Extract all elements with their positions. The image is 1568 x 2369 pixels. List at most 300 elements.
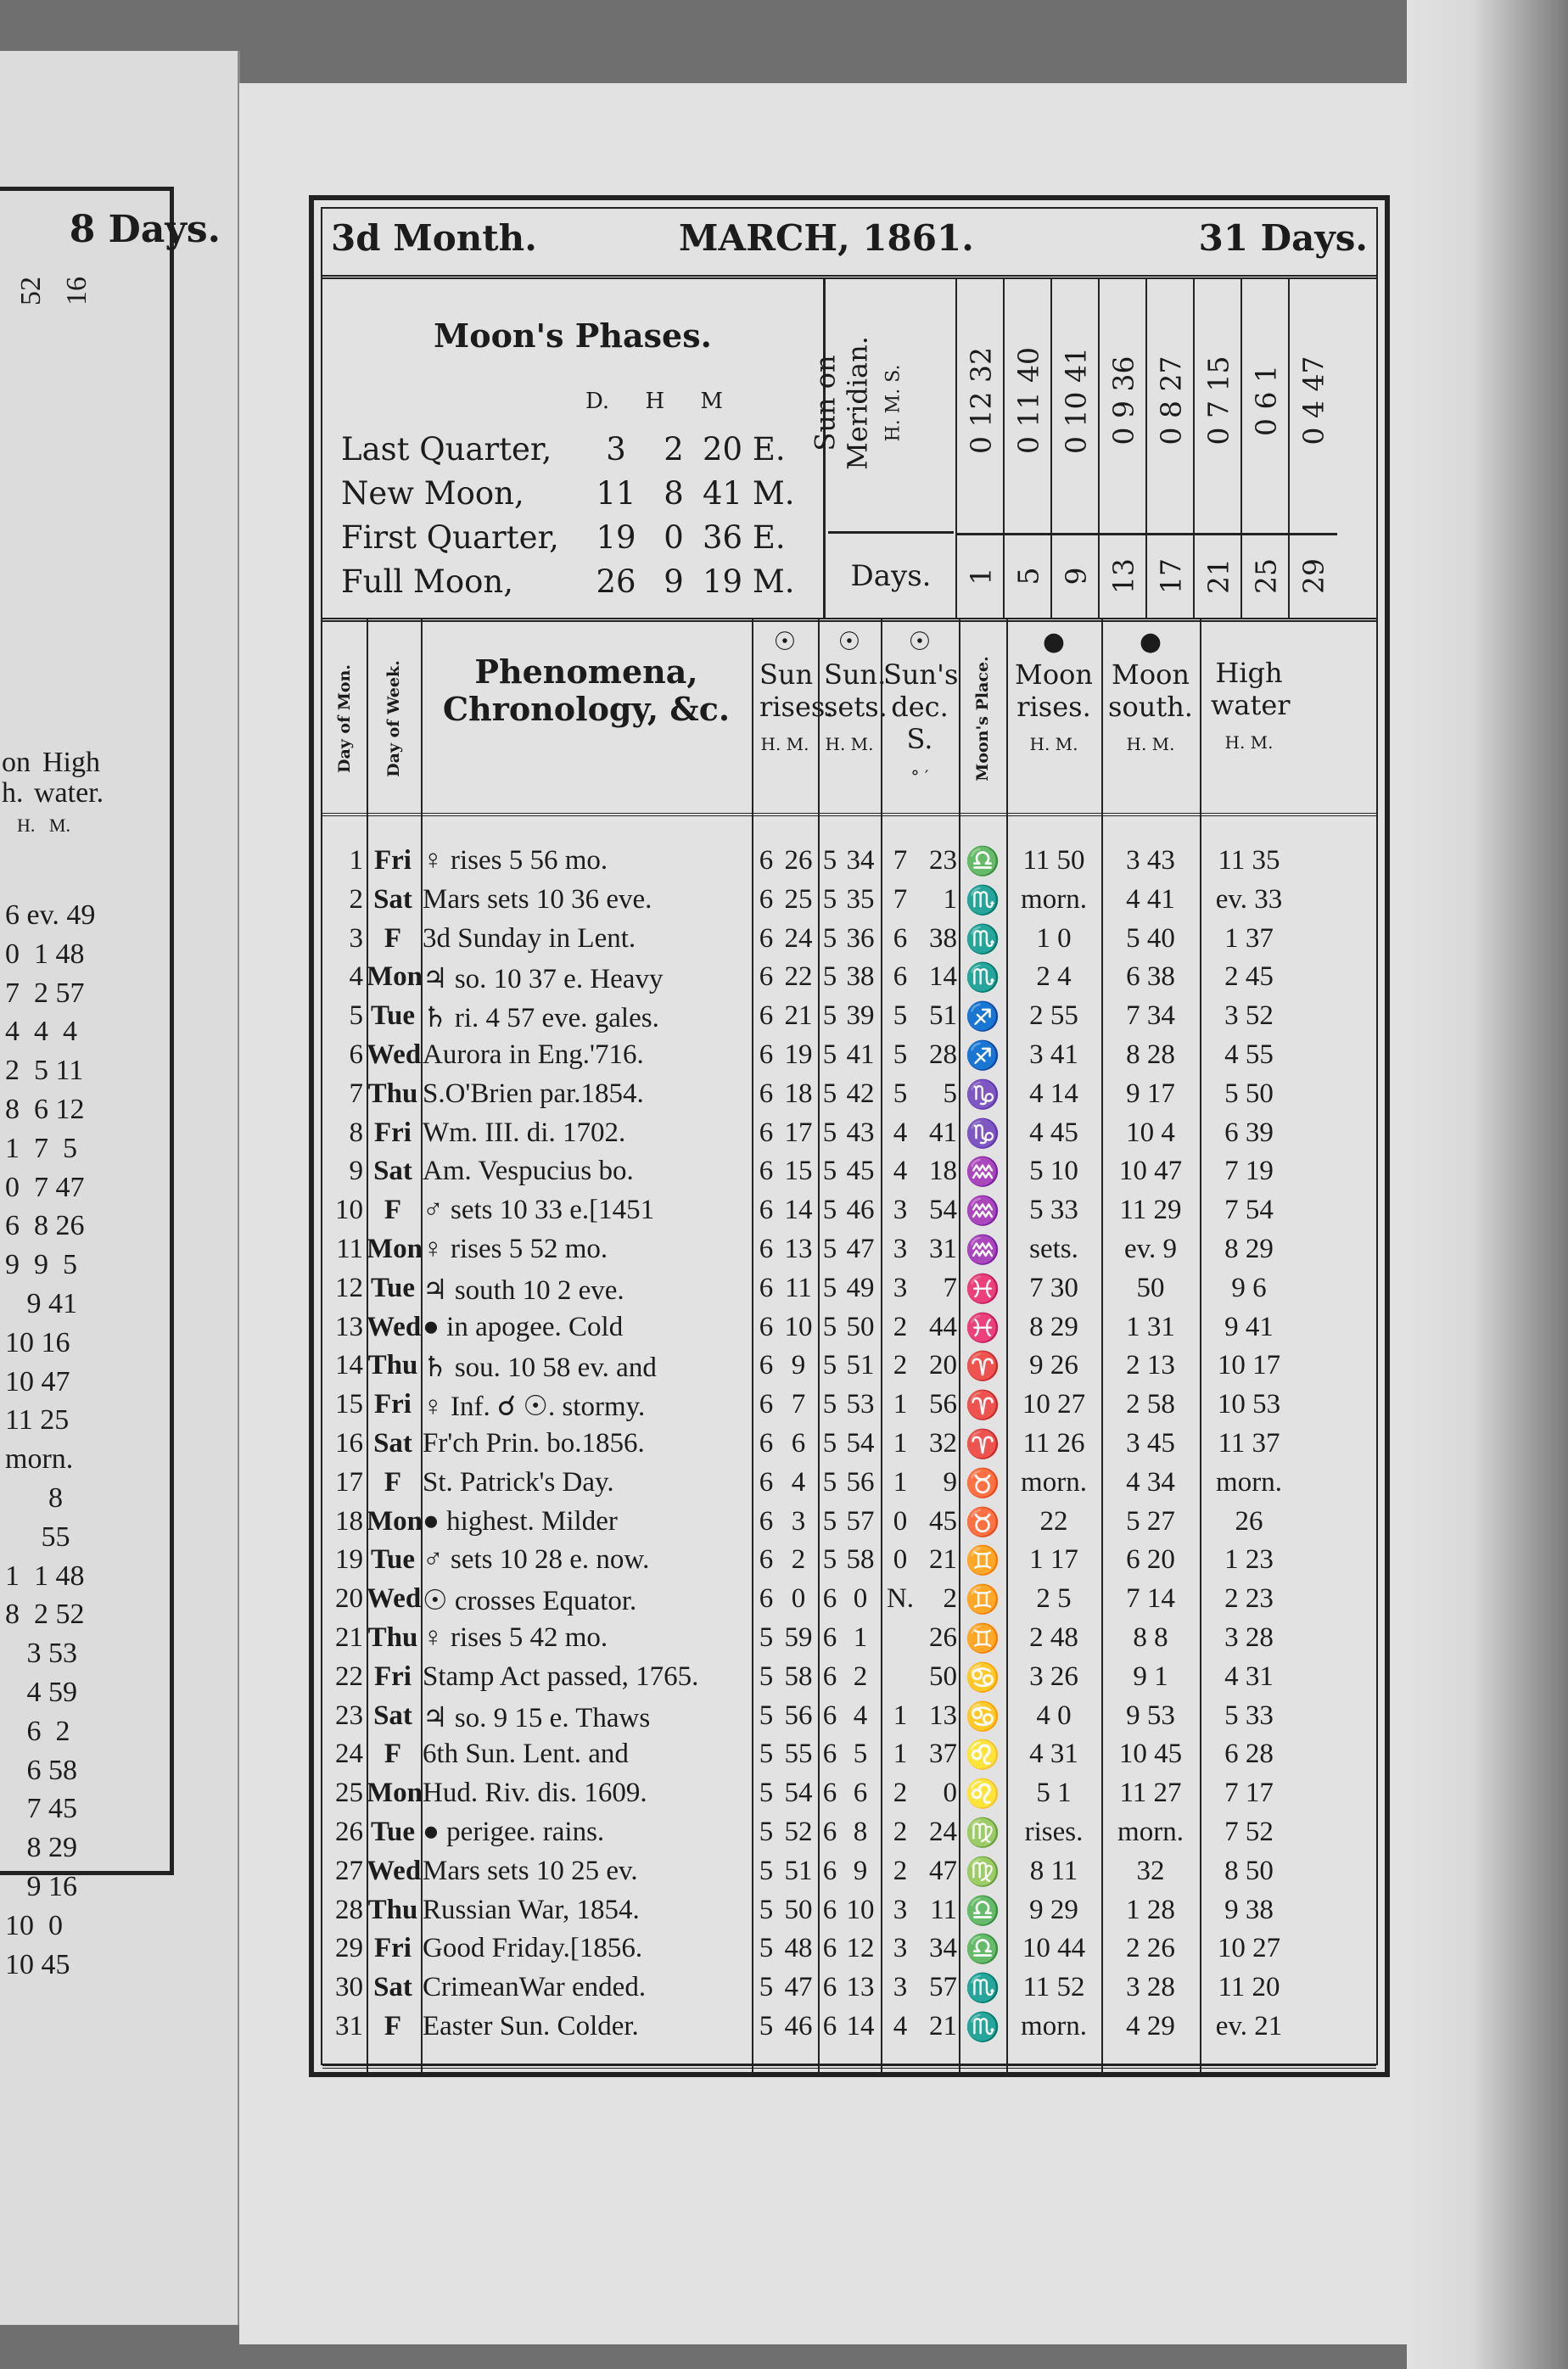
moon-rise: 5 33 [1029,1195,1078,1226]
phenomena-text: ♃ so. 10 37 e. Heavy [423,964,664,995]
meridian-day: 21 [1195,533,1242,617]
moon-place-sign: ♈ [965,1391,1000,1422]
meridian-time: 0 10 41 [1059,347,1093,454]
sun-rise-min: 47 [784,1972,813,2003]
sun-rise-hour: 5 [759,1661,774,1692]
table-row [322,1700,1376,1731]
sun-set-hour: 6 [822,1972,837,2003]
sun-dec-min: 38 [929,922,957,954]
sun-dec-deg: 2 [893,1817,908,1847]
sun-rise-hour: 6 [759,1272,774,1303]
high-water: 7 52 [1224,1817,1274,1847]
page-edge-shadow [1407,0,1568,2369]
moon-phases-panel [322,278,826,618]
sun-rise-min: 22 [784,961,813,993]
day-of-month: 12 [335,1272,363,1303]
sun-set-min: 14 [846,2011,875,2041]
sun-dec-min: 24 [929,1817,957,1847]
sun-rise-min: 54 [784,1778,813,1809]
moon-place-sign: ♑ [965,1118,1000,1150]
sun-set-hour: 5 [822,1311,837,1342]
sun-dec-deg: 1 [893,1739,908,1770]
moon-icon: ● [1139,627,1162,657]
phenomena-text: ● perigee. rains. [423,1817,605,1847]
phenomena-text: Easter Sun. Colder. [423,2011,639,2041]
sun-dec-deg: 3 [893,1933,908,1964]
phenomena-text: Fr'ch Prin. bo.1856. [423,1428,645,1459]
moon-place-sign: ♑ [965,1079,1000,1111]
moon-rise: 5 10 [1029,1156,1078,1187]
meridian-column [1193,278,1242,618]
moon-place-sign: ♉ [965,1468,1000,1499]
phenomena-text: ♀ rises 5 56 mo. [423,845,608,876]
sun-dec-min: 23 [929,845,957,876]
sun-rise-min: 9 [791,1350,806,1381]
table-row [322,1078,1376,1109]
sun-rise-hour: 5 [759,1778,774,1809]
sun-set-min: 9 [853,1855,868,1886]
sun-dec-min: 7 [943,1272,957,1303]
sun-rise-hour: 5 [759,2011,774,2041]
sun-set-hour: 6 [822,1933,837,1964]
high-water: 3 52 [1224,1000,1274,1032]
sun-rise-hour: 6 [759,961,774,993]
moon-phases-dhm: D. H M [585,389,724,414]
day-of-week: F [384,1195,402,1226]
page-title: MARCH, 1861. [679,217,974,259]
moon-place-sign: ♊ [965,1624,1000,1655]
table-row [322,1389,1376,1423]
high-water: 26 [1235,1505,1263,1537]
moon-rise: 4 31 [1029,1739,1078,1770]
high-water: ev. 33 [1215,883,1283,915]
sun-dec-deg: 6 [893,961,908,993]
day-of-month: 4 [349,961,363,993]
moon-place-sign: ♎ [965,1935,1000,1966]
moon-rise: 9 29 [1029,1894,1078,1925]
sun-dec-min: 21 [929,2011,957,2041]
day-of-week: Fri [374,845,412,876]
high-water: 9 41 [1224,1311,1274,1342]
high-water: 10 53 [1217,1389,1281,1420]
phase-row: New Moon, 11 8 41 M. [341,475,795,512]
almanac-inner-frame [321,207,1378,2065]
day-of-month: 18 [335,1505,363,1537]
sun-set-min: 46 [846,1195,875,1226]
left-high-water-value: 8 [5,1482,63,1514]
high-water: 4 55 [1224,1039,1274,1070]
sun-set-min: 50 [846,1311,875,1342]
sun-set-min: 49 [846,1272,875,1303]
day-of-month: 8 [349,1117,363,1148]
sun-rise-hour: 6 [759,1466,774,1498]
table-bottom-rule [322,2065,1376,2069]
high-water: 11 37 [1218,1428,1280,1459]
moon-place-sign: ♍ [965,1818,1000,1849]
sun-set-min: 12 [846,1933,875,1964]
moon-south: 8 28 [1126,1039,1175,1070]
moon-rise: 2 55 [1029,1000,1078,1032]
sun-dec-min: 1 [943,883,957,915]
sun-rise-hour: 6 [759,1583,774,1615]
day-of-week: Tue [371,1272,415,1303]
sun-set-hour: 6 [822,1700,837,1731]
sun-rise-min: 21 [784,1000,813,1032]
table-row [322,845,1376,876]
sun-rise-min: 46 [784,2011,813,2041]
sun-set-hour: 5 [822,1350,837,1381]
sun-set-hour: 6 [822,1817,837,1847]
moon-south: ev. 9 [1123,1234,1177,1264]
sun-rise-min: 50 [784,1894,813,1925]
sun-set-hour: 5 [822,1000,837,1032]
moon-phases-title: Moon's Phases. [434,316,712,355]
sun-rise-hour: 6 [759,1505,774,1537]
moon-place-sign: ♌ [965,1779,1000,1811]
moon-place-sign: ♍ [965,1857,1000,1888]
phenomena-text: Mars sets 10 36 eve. [423,883,652,915]
phenomena-text: Russian War, 1854. [423,1894,640,1925]
day-of-week: Tue [371,1817,415,1847]
table-row [322,1661,1376,1692]
sun-rise-min: 2 [791,1544,806,1576]
sun-dec-min: 44 [929,1311,957,1342]
moon-rise: 8 11 [1029,1855,1078,1886]
moon-south: 11 27 [1119,1778,1182,1809]
sun-dec-deg: 0 [893,1544,908,1576]
left-high-water-value: 8 6 12 [5,1094,85,1125]
phenomena-text: ♃ south 10 2 eve. [423,1274,624,1306]
moon-rise: 2 48 [1029,1622,1078,1653]
sun-dec-min: 5 [943,1078,957,1109]
table-row [322,961,1376,995]
moon-south: 2 26 [1126,1933,1175,1964]
sun-dec-deg: 7 [893,883,908,915]
sun-dec-min: 32 [929,1428,957,1459]
sun-dec-min: 37 [929,1739,957,1770]
meridian-day: 29 [1290,533,1337,617]
high-water: 10 27 [1217,1933,1281,1964]
sun-dec-deg: 4 [893,1156,908,1187]
left-page-number: 16 [61,277,92,305]
moon-place-sign: ♏ [965,1974,1000,2005]
moon-south: 2 13 [1126,1350,1175,1381]
table-row [322,1428,1376,1459]
moon-rise: 4 45 [1029,1117,1078,1148]
sun-dec-min: 50 [929,1661,957,1692]
sun-rise-min: 56 [784,1700,813,1731]
sun-set-min: 57 [846,1505,875,1537]
phenomena-text: ☉ crosses Equator. [423,1586,637,1617]
high-water: 9 38 [1224,1894,1274,1925]
moon-rise: sets. [1029,1234,1078,1264]
sun-dec-deg: 1 [893,1428,908,1459]
left-high-water-value: 8 29 [5,1832,77,1864]
left-high-water-value: 8 2 52 [5,1599,85,1631]
sun-rise-hour: 6 [759,1078,774,1109]
sun-set-hour: 6 [822,2011,837,2041]
moon-south: 1 28 [1126,1894,1175,1925]
moon-place-sign: ♊ [965,1546,1000,1577]
meridian-time: 0 11 40 [1011,347,1045,454]
day-of-month: 3 [349,922,363,954]
table-row [322,1312,1376,1342]
sun-set-min: 1 [853,1622,868,1653]
sun-dec-min: 26 [929,1622,957,1653]
sun-rise-min: 11 [785,1272,812,1303]
sun-rise-hour: 6 [759,1117,774,1148]
sun-rise-min: 14 [784,1195,813,1226]
moon-south: 4 34 [1126,1466,1175,1498]
sun-rise-hour: 5 [759,1972,774,2003]
moon-south: 10 45 [1118,1739,1183,1770]
sun-dec-min: 21 [929,1544,957,1576]
sun-dec-deg: 3 [893,1195,908,1226]
day-of-week: Thu [367,1894,418,1925]
day-of-month: 29 [335,1933,363,1964]
sun-set-hour: 5 [822,1428,837,1459]
day-of-month: 9 [349,1156,363,1187]
col-head-sun-sets: ☉ Sun. sets. H. M. [818,626,881,813]
table-row [322,1739,1376,1772]
sun-dec-deg: 7 [893,845,908,876]
sun-set-min: 0 [853,1583,868,1615]
sun-dec-deg: 2 [893,1311,908,1342]
moon-place-sign: ♌ [965,1740,1000,1772]
moon-south: 4 29 [1126,2011,1175,2041]
sun-set-min: 4 [853,1700,868,1731]
day-of-week: Sat [373,1700,412,1731]
left-col-head-water: water. [34,777,104,809]
sun-dec-min: 2 [943,1583,957,1615]
high-water: 2 23 [1224,1583,1274,1615]
day-of-week: Fri [374,1933,412,1964]
moon-place-sign: ♐ [965,1002,1000,1033]
sun-rise-hour: 6 [759,1195,774,1226]
sun-set-min: 54 [846,1428,875,1459]
high-water: 9 6 [1231,1272,1267,1303]
sun-set-hour: 5 [822,922,837,954]
left-high-water-value: 9 16 [5,1871,77,1902]
sun-dec-deg: 0 [893,1505,908,1537]
moon-rise: 2 5 [1036,1583,1072,1615]
sun-rise-hour: 6 [759,1156,774,1187]
phenomena-text: S.O'Brien par.1854. [423,1078,644,1109]
sun-set-hour: 6 [822,1583,837,1615]
day-of-week: Fri [374,1117,412,1148]
moon-place-sign: ♐ [965,1041,1000,1072]
sun-rise-min: 55 [784,1739,813,1770]
col-head-phenomena: Phenomena, Chronology, &c. [442,652,731,728]
moon-rise: 7 30 [1029,1272,1078,1303]
day-of-week: Sat [373,883,412,915]
sun-dec-deg: 2 [893,1855,908,1886]
high-water: 5 50 [1224,1078,1274,1109]
left-high-water-value: 0 1 48 [5,938,85,970]
day-of-month: 24 [335,1739,363,1770]
sun-rise-min: 4 [791,1466,806,1498]
sun-dec-deg: 3 [893,1234,908,1264]
left-high-water-value: 7 2 57 [5,977,85,1009]
moon-rise: 11 50 [1022,845,1085,876]
day-of-month: 25 [335,1778,363,1809]
phenomena-text: ♃ so. 9 15 e. Thaws [423,1702,651,1733]
table-row [322,1544,1376,1575]
sun-rise-min: 25 [784,883,813,915]
col-head-moon-rises: ● Moon rises. H. M. [1006,626,1101,813]
sun-dec-deg: 1 [893,1700,908,1731]
moon-south: 50 [1136,1272,1165,1303]
left-high-water-value: 6 ev. 49 [5,899,96,931]
sun-rise-hour: 6 [759,1350,774,1381]
table-row [322,1117,1376,1148]
phenomena-text: ● highest. Milder [423,1505,618,1537]
sun-rise-min: 19 [784,1039,813,1070]
left-col-head: h. [2,777,24,809]
left-col-hm: H. M. [17,815,70,836]
phenomena-text: Aurora in Eng.'716. [423,1039,644,1070]
sun-set-min: 5 [853,1739,868,1770]
col-head-day-of-week: Day of Week. [384,660,403,777]
header-bottom-rule [322,813,1376,816]
moon-south: 10 47 [1118,1156,1183,1187]
moon-south: 32 [1136,1855,1165,1886]
sun-rise-hour: 6 [759,1428,774,1459]
left-page-header: 8 Days. [69,208,221,251]
phenomena-text: 3d Sunday in Lent. [423,922,636,954]
moon-place-sign: ♏ [965,924,1000,955]
sun-set-hour: 5 [822,1505,837,1537]
meridian-day: 17 [1147,533,1195,617]
day-of-week: Tue [371,1544,415,1576]
moon-rise: 5 1 [1036,1778,1072,1809]
table-row [322,1856,1376,1886]
sun-set-hour: 5 [822,1117,837,1148]
month-number: 3d Month. [331,217,537,259]
left-high-water-value: 7 45 [5,1793,77,1825]
moon-rise: 10 27 [1022,1389,1086,1420]
sun-set-min: 39 [846,1000,875,1032]
sun-dec-min: 14 [929,961,957,993]
moon-place-sign: ♋ [965,1662,1000,1694]
left-facing-page [0,51,240,2325]
day-of-week: F [384,922,402,954]
high-water: 3 28 [1224,1622,1274,1653]
sun-set-hour: 5 [822,883,837,915]
table-row [322,1467,1376,1498]
table-row [322,884,1376,915]
moon-rise: 22 [1039,1505,1068,1537]
moon-rise: 4 14 [1029,1078,1078,1109]
meridian-day: 5 [1005,533,1052,617]
sun-set-hour: 5 [822,1272,837,1303]
day-of-week: Wed [367,1583,422,1615]
sun-set-hour: 5 [822,1039,837,1070]
meridian-day: 13 [1100,533,1147,617]
phenomena-text: Hud. Riv. dis. 1609. [423,1778,647,1809]
day-of-week: Wed [367,1311,422,1342]
sun-on-meridian-label: Sun on Meridian. H. M. S. [809,336,904,470]
sun-dec-deg: 3 [893,1894,908,1925]
moon-south: 4 41 [1126,883,1175,915]
moon-south: 7 14 [1126,1583,1175,1615]
high-water: 1 37 [1224,922,1274,954]
sun-rise-hour: 6 [759,922,774,954]
meridian-day: 9 [1052,533,1100,617]
high-water: 2 45 [1224,961,1274,993]
sun-rise-hour: 6 [759,883,774,915]
day-of-month: 22 [335,1661,363,1692]
day-of-week: Sat [373,1428,412,1459]
moon-place-sign: ♓ [965,1313,1000,1344]
moon-south: 9 1 [1133,1661,1168,1692]
table-row [322,1933,1376,1966]
col-head-day-of-month: Day of Mon. [335,664,354,774]
day-of-week: F [384,2011,402,2041]
meridian-day: 25 [1242,533,1290,617]
sun-rise-hour: 5 [759,1700,774,1731]
moon-rise: 11 52 [1022,1972,1085,2003]
day-of-week: Mon [367,961,423,993]
moon-rise: 1 17 [1029,1544,1078,1576]
sun-set-hour: 5 [822,1544,837,1576]
sun-rise-hour: 5 [759,1622,774,1653]
day-of-week: Thu [367,1622,418,1653]
sun-set-hour: 5 [822,845,837,876]
left-high-water-value: 10 45 [5,1948,70,1980]
sun-dec-deg: 3 [893,1272,908,1303]
day-of-week: Mon [367,1778,423,1809]
sun-rise-hour: 5 [759,1894,774,1925]
sun-rise-min: 0 [791,1583,806,1615]
moon-south: 10 4 [1126,1117,1175,1148]
day-of-week: Thu [367,1350,418,1381]
left-high-water-value: 4 4 4 [5,1016,77,1048]
day-of-month: 26 [335,1817,363,1847]
moon-south: 9 53 [1126,1700,1175,1731]
table-row [322,2011,1376,2041]
day-of-month: 2 [349,883,363,915]
table-row [322,923,1376,954]
sun-dec-min: 20 [929,1350,957,1381]
left-high-water-value: 6 2 [5,1715,70,1747]
sun-rise-min: 52 [784,1817,813,1847]
phenomena-text: St. Patrick's Day. [423,1466,614,1498]
left-page-number: 52 [15,277,47,305]
almanac-frame [309,195,1390,2077]
moon-rise: morn. [1021,1466,1087,1498]
day-of-month: 1 [349,845,363,876]
moon-south: 7 34 [1126,1000,1175,1032]
day-of-month: 6 [349,1039,363,1070]
day-of-month: 7 [349,1078,363,1109]
sun-dec-min: 18 [929,1156,957,1187]
day-of-week: F [384,1466,402,1498]
moon-place-sign: ♒ [965,1235,1000,1266]
sun-dec-min: 54 [929,1195,957,1226]
day-of-month: 17 [335,1466,363,1498]
sun-rise-hour: 6 [759,1389,774,1420]
meridian-time: 0 9 36 [1106,356,1140,445]
phenomena-text: ♄ ri. 4 57 eve. gales. [423,1003,659,1034]
table-row [322,1506,1376,1537]
sun-set-hour: 6 [822,1661,837,1692]
phenomena-text: ♀ Inf. ☌ ☉. stormy. [423,1392,646,1423]
left-high-water-value: 1 1 48 [5,1560,85,1592]
high-water: 11 20 [1218,1972,1280,2003]
meridian-days-label: Days. [828,531,954,619]
left-col-head: on [2,747,31,778]
